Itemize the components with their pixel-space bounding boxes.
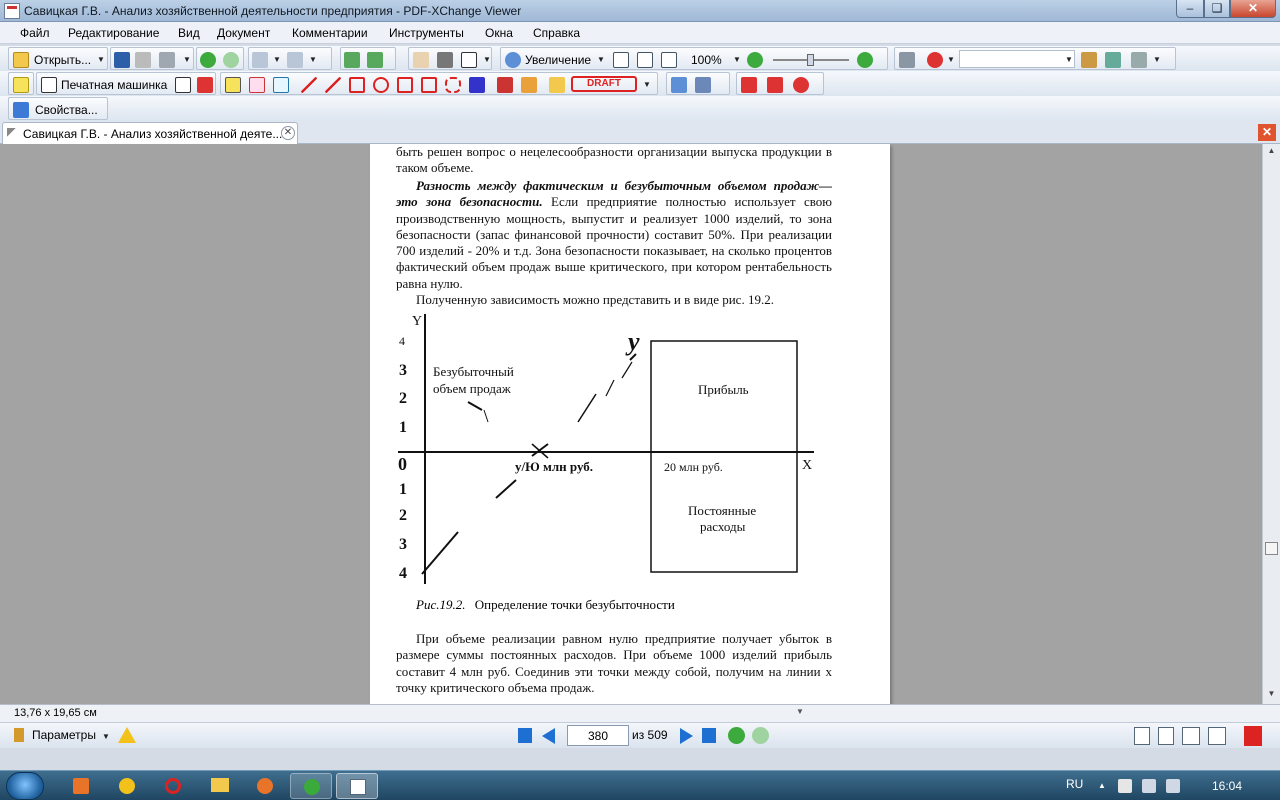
fit-page-icon[interactable] — [637, 52, 653, 68]
chevron-down-icon[interactable]: ▼ — [947, 55, 955, 64]
forward-view-icon[interactable] — [752, 727, 769, 744]
search-group — [894, 47, 1176, 70]
taskbar-opera[interactable] — [152, 773, 194, 799]
chevron-down-icon[interactable]: ▼ — [273, 55, 281, 64]
arrow-icon[interactable] — [301, 77, 317, 93]
line-icon[interactable] — [325, 77, 341, 93]
pdf-viewer-icon — [350, 779, 366, 795]
vertical-scrollbar[interactable] — [1262, 144, 1280, 704]
next-page-icon[interactable] — [680, 728, 693, 744]
page-dimensions: 13,76 x 19,65 см — [14, 707, 97, 719]
draft-stamp[interactable]: DRAFT — [571, 76, 637, 92]
undo-icon[interactable] — [252, 52, 268, 68]
fit-width-icon[interactable] — [661, 52, 677, 68]
properties-toolbar — [0, 96, 1280, 121]
folder-open-icon[interactable] — [13, 52, 29, 68]
text-box-icon[interactable] — [175, 77, 191, 93]
properties-group — [8, 97, 108, 120]
taskbar-firefox[interactable] — [244, 773, 286, 799]
rotate-right-icon[interactable] — [367, 52, 383, 68]
window-bottom — [0, 748, 1280, 770]
callout-icon[interactable] — [197, 77, 213, 93]
chevron-down-icon[interactable]: ▼ — [1065, 55, 1073, 64]
chevron-down-icon[interactable]: ▼ — [643, 80, 651, 89]
single-page-icon[interactable] — [1134, 727, 1150, 745]
y-tick-neg-4: 4 — [399, 565, 407, 582]
y-tick-neg-1: 1 — [399, 481, 407, 498]
maximize-button[interactable]: ❑ — [1204, 0, 1230, 18]
zoom-icon[interactable] — [505, 52, 521, 68]
menu-help[interactable]: Справка — [533, 26, 581, 40]
breakeven-label-line2: объем продаж — [433, 381, 511, 396]
app-icon — [119, 778, 135, 794]
folder-icon — [211, 778, 229, 792]
revenue-line-label: y — [628, 327, 640, 356]
link-tools-group — [736, 72, 824, 95]
tray-expand-icon[interactable]: ▲ — [1098, 781, 1106, 790]
tab-label: Савицкая Г.В. - Анализ хозяйственной деяте... — [23, 127, 283, 141]
markup-group — [220, 72, 658, 95]
status-bar — [0, 704, 1280, 722]
y-tick-4: 4 — [399, 334, 405, 348]
taskbar — [0, 770, 1280, 800]
menu-bar — [0, 22, 1280, 44]
tools-group — [408, 47, 492, 70]
page-number-input[interactable] — [567, 725, 629, 746]
scroll-down-icon[interactable]: ▼ — [1267, 689, 1276, 698]
y-tick-2: 2 — [399, 390, 407, 407]
start-button[interactable] — [6, 772, 44, 800]
page-count: из 509 — [632, 728, 668, 742]
chevron-down-icon[interactable]: ▼ — [483, 55, 491, 64]
revenue-line-seg-3 — [606, 380, 614, 396]
x-tick-20: 20 млн руб. — [664, 460, 723, 474]
x-axis-label: X — [802, 458, 813, 473]
y-tick-neg-2: 2 — [399, 507, 407, 524]
breakeven-label-line1: Безубыточный — [433, 364, 514, 379]
zoom-tool-button[interactable]: Увеличение — [525, 53, 592, 67]
typewriter-button[interactable]: Печатная машинка — [61, 78, 168, 92]
shape-tools-group — [666, 72, 730, 95]
leader-line-2 — [484, 410, 488, 422]
oval-icon[interactable] — [373, 77, 389, 93]
print-icon[interactable] — [135, 52, 151, 68]
continuous-facing-icon[interactable] — [1208, 727, 1226, 745]
search-input[interactable] — [959, 50, 1075, 68]
back-icon[interactable] — [200, 52, 216, 68]
document-viewport[interactable] — [0, 144, 1262, 704]
paragraph-3: Полученную зависимость можно представить и в виде рис. 19.2. — [416, 292, 774, 307]
select-text-icon[interactable] — [461, 52, 477, 68]
spellcheck-icon[interactable] — [927, 52, 943, 68]
navigation-bar — [0, 722, 1280, 748]
properties-icon[interactable] — [13, 102, 29, 118]
note-group — [8, 72, 34, 95]
undo-group — [248, 47, 332, 70]
polygon-icon[interactable] — [421, 77, 437, 93]
options-button[interactable]: Параметры — [32, 728, 96, 742]
chevron-down-icon[interactable]: ▼ — [597, 55, 605, 64]
y-tick-neg-3: 3 — [399, 536, 407, 553]
perimeter-icon[interactable] — [695, 77, 711, 93]
warning-icon[interactable] — [118, 727, 136, 743]
highlight-icon[interactable] — [1131, 52, 1147, 68]
title-bar — [0, 0, 1280, 22]
forward-icon[interactable] — [223, 52, 239, 68]
y-tick-3: 3 — [399, 362, 407, 379]
chevron-down-icon[interactable]: ▼ — [1153, 55, 1161, 64]
document-tab[interactable] — [2, 122, 298, 144]
network-icon[interactable] — [1142, 779, 1156, 793]
menu-comments[interactable]: Комментарии — [292, 26, 368, 40]
app-icon — [4, 3, 20, 19]
strikeout-icon[interactable] — [249, 77, 265, 93]
zoom-out-icon[interactable] — [747, 52, 763, 68]
pencil-icon[interactable] — [497, 77, 513, 93]
leader-line-1 — [468, 402, 482, 410]
paragraph-4: При объеме реализации равном нулю предприятие получает убыток в размере суммы постоянных расходов. При объеме 1000 изделий прибыль составит 4 млн руб. Соединив эти точки между собой, получим на линии x точку критического объема продаж. — [396, 631, 832, 695]
chevron-down-icon[interactable]: ▼ — [733, 55, 741, 64]
menu-edit[interactable]: Редактирование — [68, 26, 160, 40]
profit-costs-box — [651, 341, 797, 572]
taskbar-pdf-viewer[interactable] — [336, 773, 378, 799]
rotate-group — [340, 47, 396, 70]
stamp-icon[interactable] — [549, 77, 565, 93]
scroll-thumb[interactable] — [1265, 542, 1278, 555]
attach-icon[interactable] — [767, 77, 783, 93]
minimize-button[interactable]: – — [1176, 0, 1204, 18]
fixed-costs-label-line1: Постоянные — [688, 503, 757, 518]
window-title: Савицкая Г.В. - Анализ хозяйственной деятельности предприятия - PDF-XChange Viewer — [24, 4, 522, 18]
close-button[interactable]: ✕ — [1230, 0, 1276, 18]
binoculars-icon[interactable] — [899, 52, 915, 68]
y-tick-1: 1 — [399, 419, 407, 436]
pdf-icon[interactable] — [1244, 726, 1262, 746]
chat-icon — [304, 779, 320, 795]
sound-icon[interactable] — [793, 77, 809, 93]
figure-caption — [416, 597, 675, 613]
paragraph-1: быть решен вопрос о нецелесообразности организации выпуска продукции в таком объеме. — [396, 144, 832, 176]
menu-document[interactable]: Документ — [217, 26, 271, 40]
pdf-page — [370, 144, 890, 704]
back-view-icon[interactable] — [728, 727, 745, 744]
properties-button[interactable]: Свойства... — [35, 103, 98, 117]
comment-toolbar — [0, 71, 1280, 96]
facing-icon[interactable] — [1182, 727, 1200, 745]
scroll-up-icon[interactable]: ▲ — [1267, 146, 1276, 155]
revenue-line-seg-4 — [622, 362, 632, 378]
file-group — [110, 47, 194, 70]
menu-tools[interactable]: Инструменты — [389, 26, 464, 40]
action-center-icon[interactable] — [1118, 779, 1132, 793]
rotate-left-icon[interactable] — [344, 52, 360, 68]
paragraph-2 — [396, 178, 832, 292]
figure-caption-text: Определение точки безубыточности — [474, 597, 675, 612]
chevron-down-icon[interactable]: ▼ — [97, 55, 105, 64]
scan-icon[interactable] — [159, 52, 175, 68]
typewriter-icon[interactable] — [41, 77, 57, 93]
x-tick-10: у/Ю млн руб. — [515, 459, 594, 474]
chevron-down-icon[interactable]: ▼ — [309, 55, 317, 64]
taskbar-explorer[interactable] — [198, 773, 240, 799]
eraser-icon[interactable] — [521, 77, 537, 93]
history-group — [196, 47, 244, 70]
taskbar-app-chat[interactable] — [290, 773, 332, 799]
zoom-slider-thumb[interactable] — [807, 54, 814, 66]
paragraph-2-emphasis: Разность между фактическим и безубыточным объемом продаж— это зона безопасности. — [396, 178, 832, 210]
zoom-value[interactable]: 100% — [691, 53, 722, 67]
menu-windows[interactable]: Окна — [485, 26, 513, 40]
cloud-icon[interactable] — [445, 77, 461, 93]
figure-caption-number: Рис.19.2. — [416, 597, 466, 612]
flag-icon — [14, 728, 24, 742]
continuous-icon[interactable] — [1158, 727, 1174, 745]
firefox-icon — [257, 778, 273, 794]
volume-icon[interactable] — [1166, 779, 1180, 793]
breakeven-figure — [370, 310, 890, 610]
save-icon[interactable] — [114, 52, 130, 68]
redo-icon[interactable] — [287, 52, 303, 68]
menu-view[interactable]: Вид — [178, 26, 200, 40]
revenue-line-seg-2 — [578, 394, 596, 422]
link-icon[interactable] — [741, 77, 757, 93]
open-button[interactable]: Открыть... — [34, 53, 92, 67]
actual-size-icon[interactable] — [613, 52, 629, 68]
pin-icon[interactable] — [469, 77, 485, 93]
sticky-note-icon[interactable] — [13, 77, 29, 93]
find-prev-icon[interactable] — [1081, 52, 1097, 68]
highlight-text-icon[interactable] — [225, 77, 241, 93]
chevron-down-icon[interactable]: ▼ — [102, 732, 110, 741]
close-all-tabs-button[interactable]: ✕ — [1258, 124, 1276, 141]
find-next-icon[interactable] — [1105, 52, 1121, 68]
language-indicator[interactable]: RU — [1066, 777, 1084, 791]
prev-page-icon[interactable] — [542, 728, 555, 744]
cost-line-seg-1 — [422, 532, 458, 574]
opera-icon — [165, 778, 181, 794]
media-player-icon — [73, 778, 89, 794]
chevron-down-icon[interactable]: ▼ — [183, 55, 191, 64]
main-toolbar — [0, 46, 1280, 71]
y-axis-label: Y — [412, 314, 423, 329]
menu-file[interactable]: Файл — [20, 26, 50, 40]
underline-icon[interactable] — [273, 77, 289, 93]
rectangle-icon[interactable] — [349, 77, 365, 93]
fixed-costs-label-line2: расходы — [700, 519, 746, 534]
zoom-in-icon[interactable] — [857, 52, 873, 68]
paragraph-2-body: Если предприятие полностью использует свою производственную мощность, выпустит и реализует 1000 изделий, то зона безопасности (запас финансовой прочности) составит 50%. При реализации 700 изделий - 20% и т.д. Зона безопасности показывает, на сколько процентов фактический объем продаж выше критического, при котором рентабельность равна нулю. — [396, 194, 832, 291]
last-page-icon[interactable] — [702, 728, 716, 743]
open-group — [8, 47, 108, 70]
zoom-group — [500, 47, 888, 70]
polyline-icon[interactable] — [397, 77, 413, 93]
close-tab-icon[interactable]: ✕ — [281, 126, 295, 140]
cost-line-seg-2 — [496, 480, 516, 498]
document-tab-bar — [0, 121, 1280, 144]
hand-icon[interactable] — [413, 52, 429, 68]
snapshot-icon[interactable] — [437, 52, 453, 68]
scroll-indicator-icon: ▼ — [796, 707, 804, 716]
first-page-icon[interactable] — [518, 728, 532, 743]
taskbar-media-player[interactable] — [60, 773, 102, 799]
measure-icon[interactable] — [671, 77, 687, 93]
tab-icon — [7, 128, 19, 138]
origin-label: 0 — [398, 454, 407, 474]
typewriter-group — [36, 72, 216, 95]
profit-label: Прибыль — [698, 382, 749, 397]
clock[interactable]: 16:04 — [1212, 779, 1243, 793]
taskbar-app-2[interactable] — [106, 773, 148, 799]
